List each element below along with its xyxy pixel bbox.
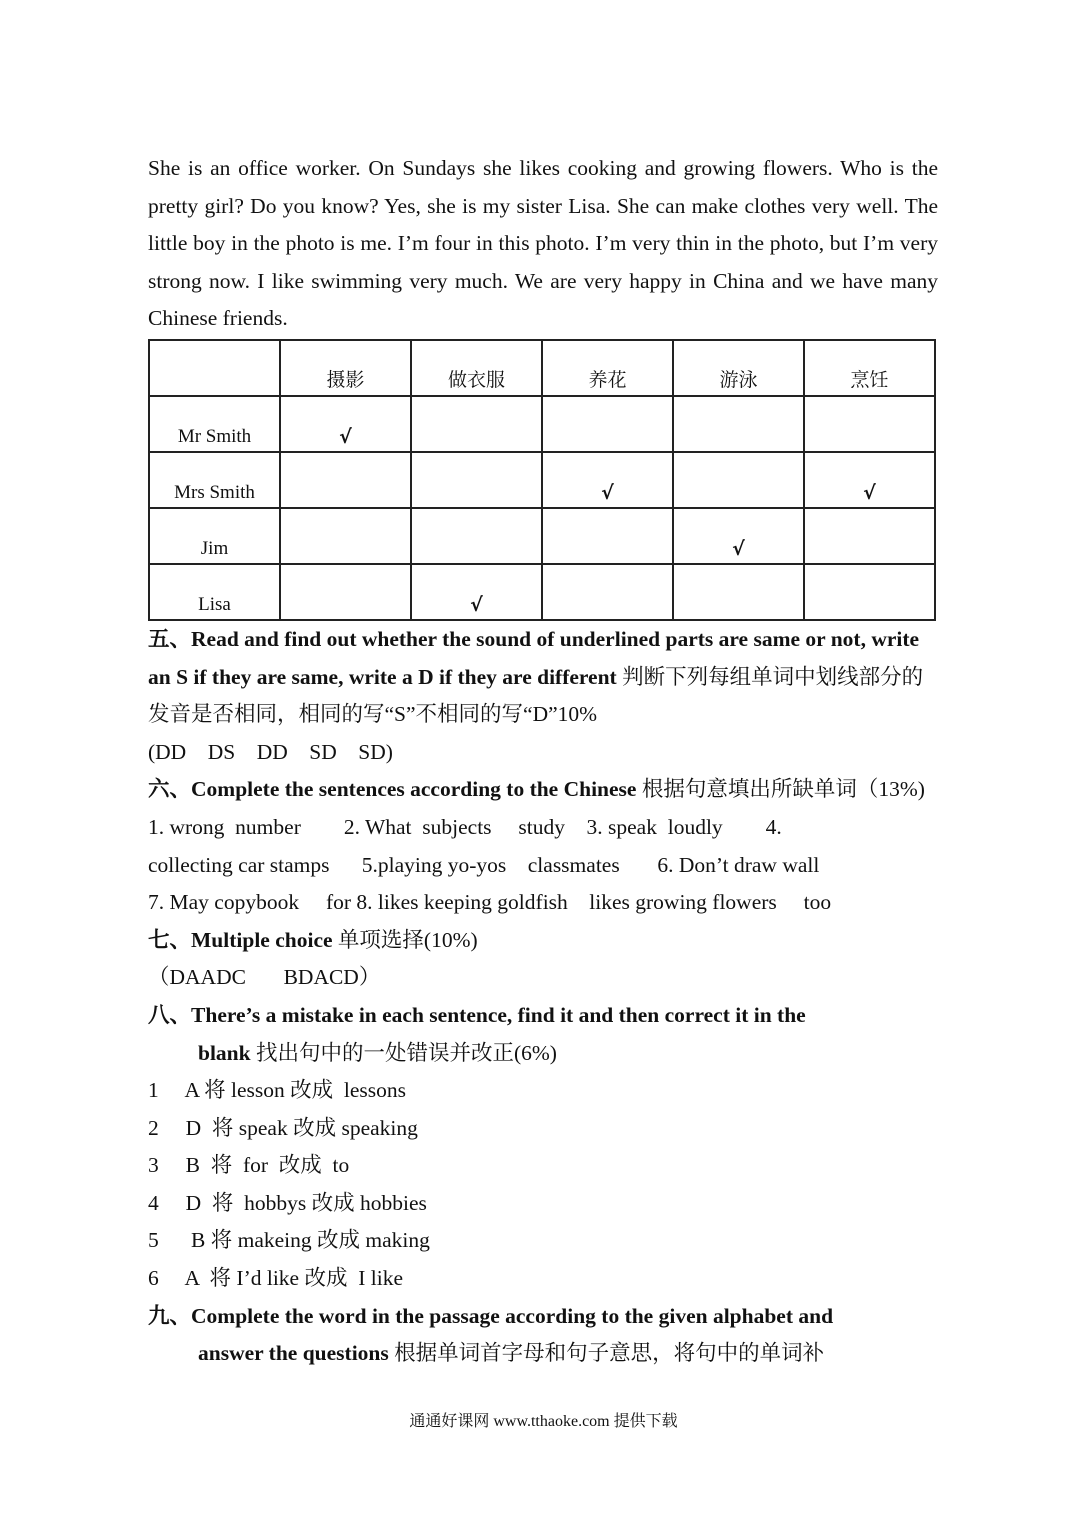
document-page [148,150,938,1373]
table-header-cell: 做衣服 [411,340,542,396]
row-name: Mr Smith [149,396,280,452]
check-cell [804,508,935,564]
table-header-cell: 养花 [542,340,673,396]
hobbies-table [148,339,936,621]
answer-line: 1 A 将 lesson 改成 lessons [148,1078,407,1103]
passage-text: She is an office worker. On Sundays she likes cooking and growing flowers. Who is the pretty girl? Do you know? Yes, she is my sister Lisa. She can make clothes very well. The little boy in the photo is me. I’m four in this photo. I’m very thin in the photo, but I’m very strong now. I like swimming very much. We are very happy in China and we have many Chinese friends. [148,156,938,331]
section-number: 七、 [148,927,192,952]
check-cell [280,508,411,564]
check-cell [804,396,935,452]
table-header-cell: 烹饪 [804,340,935,396]
answer-line: 1. wrong number 2. What subjects study 3. speak loudly 4. [148,814,782,839]
section-title-cn: 判断下列每组单词中划线部分的发音是否相同，相同的写“S”不相同的写“D”10% [148,664,924,727]
check-cell [542,564,673,620]
check-cell [542,508,673,564]
table-header-cell: 游泳 [673,340,804,396]
section-5-heading [148,621,938,734]
check-cell [673,396,804,452]
answer-line: 2 D 将 speak 改成 speaking [148,1115,418,1140]
page-footer: 通通好课网 www.tthaoke.com 提供下载 [409,1413,678,1430]
check-cell [673,564,804,620]
section-6-heading [148,771,938,809]
section-number: 九、 [148,1303,192,1328]
section-8-heading-cont [148,1035,938,1073]
check-cell: √ [280,396,411,452]
section-number: 六、 [148,777,192,802]
section-title-bold: There’s a mistake in each sentence, find it and then correct it in the [191,1002,806,1027]
table-row [149,396,935,452]
answer-line: 3 B 将 for 改成 to [148,1153,350,1178]
check-cell [280,564,411,620]
check-cell: √ [542,452,673,508]
table-header-cell: 摄影 [280,340,411,396]
section-title-bold: Complete the sentences according to the Chinese [191,777,637,802]
section-9-heading-cont [148,1335,938,1373]
table-header-row [149,340,935,396]
answer-line: 5 B 将 makeing 改成 making [148,1228,430,1253]
section-title-bold: Multiple choice [191,927,333,952]
row-name: Lisa [149,564,280,620]
answer-line: 4 D 将 hobbys 改成 hobbies [148,1190,427,1215]
check-cell [542,396,673,452]
section-title-bold: blank [198,1040,251,1065]
section-number: 八、 [148,1002,192,1027]
check-cell [411,396,542,452]
check-cell: √ [804,452,935,508]
check-cell [804,564,935,620]
check-cell [673,452,804,508]
check-cell [411,508,542,564]
answer-line: collecting car stamps 5.playing yo-yos classmates 6. Don’t draw wall [148,852,820,877]
section-8-heading [148,997,938,1035]
row-name: Mrs Smith [149,452,280,508]
section-title-bold: answer the questions [198,1341,389,1366]
answer-line: 7. May copybook for 8. likes keeping goldfish likes growing flowers too [148,890,832,915]
section-title-bold: Read and find out whether the sound of underlined parts are same or not, write an S if they are same, write a D if they are different [148,626,920,689]
section-title-cn: 单项选择(10%) [332,927,478,952]
check-cell: √ [411,564,542,620]
section-7-heading [148,922,938,960]
section-title-bold: Complete the word in the passage according to the given alphabet and [191,1303,834,1328]
section-7-answer: （DAADC BDACD） [148,965,381,990]
check-cell [280,452,411,508]
section-9-heading [148,1298,938,1336]
section-number: 五、 [148,626,192,651]
answer-line: 6 A 将 I’d like 改成 I like [148,1266,403,1291]
section-title-cn: 找出句中的一处错误并改正(6%) [250,1040,557,1065]
table-row [149,564,935,620]
section-title-cn: 根据句意填出所缺单词（13%) [636,777,925,802]
section-title-cn: 根据单词首字母和句子意思，将句中的单词补 [388,1341,825,1366]
table-row [149,508,935,564]
row-name: Jim [149,508,280,564]
table-header-cell [149,340,280,396]
check-cell [411,452,542,508]
section-5-answer: (DD DS DD SD SD) [148,739,393,764]
table-row [149,452,935,508]
check-cell: √ [673,508,804,564]
